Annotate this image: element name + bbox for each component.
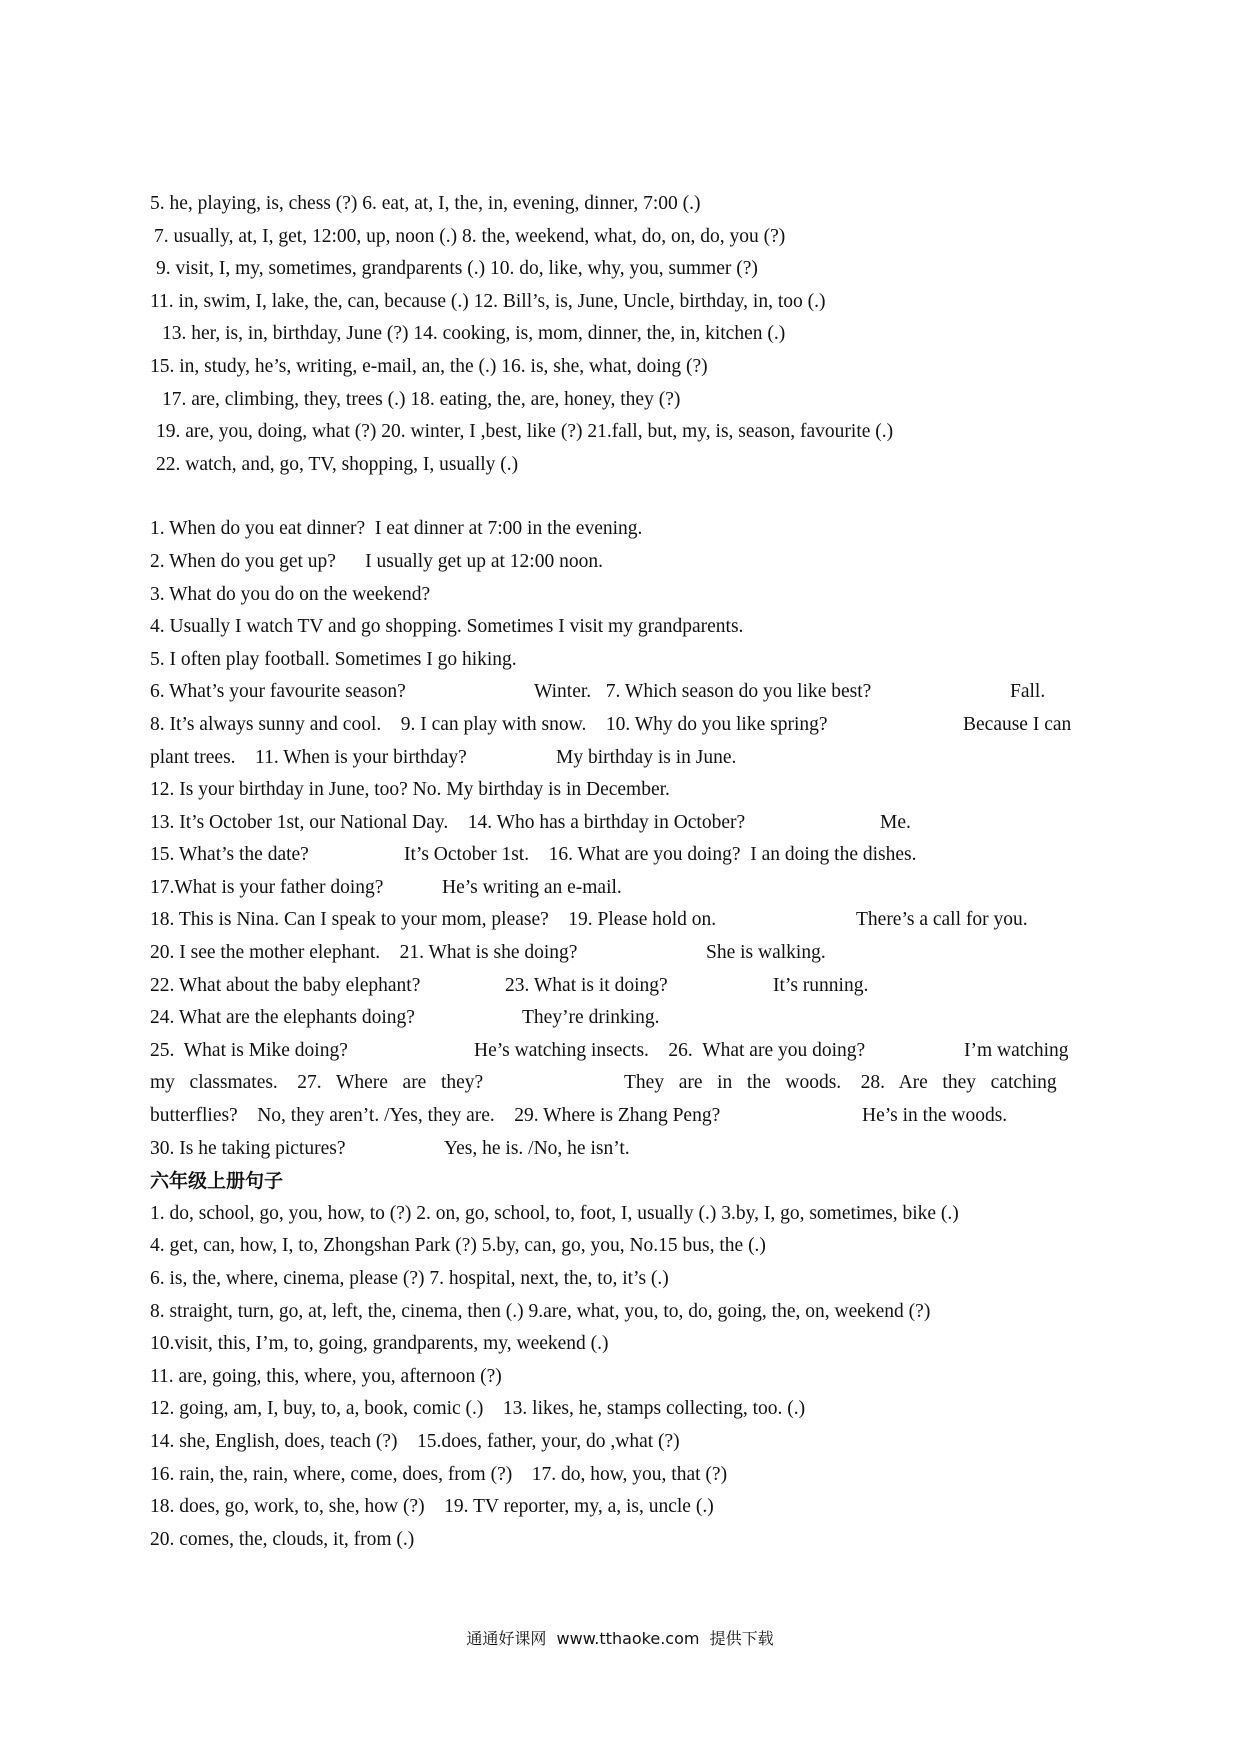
text-segment: My birthday is in June. [556,746,737,768]
text-segment: 20. I see the mother elephant. 21. What is she doing? [150,942,578,964]
text-segment: He’s writing an e-mail. [442,876,622,898]
text-segment: 23. What is it doing? [505,974,668,996]
text-segment: Winter. 7. Which season do you like best? [534,681,872,703]
text-segment: They are in the woods. 28. Are they catching [624,1072,1057,1094]
sentence-ordering-section-2 [150,1198,1090,1557]
text-line [150,937,1090,970]
text-segment: Yes, he is. /No, he isn’t. [444,1137,630,1159]
text-line: 4. Usually I watch TV and go shopping. Sometimes I visit my grandparents. [150,616,744,638]
text-line [150,1133,1090,1166]
text-line: 10.visit, this, I’m, to, going, grandparents, my, weekend (.) [150,1333,609,1355]
text-line: 11. in, swim, I, lake, the, can, because (.) 12. Bill’s, is, June, Uncle, birthday, in, too (.) [150,290,826,312]
text-segment: I’m watching [964,1039,1069,1061]
text-line: 3. What do you do on the weekend? [150,583,431,605]
text-segment: He’s watching insects. 26. What are you doing? [474,1039,866,1061]
text-line: 2. When do you get up? I usually get up at 12:00 noon. [150,550,603,572]
text-segment: It’s October 1st. 16. What are you doing? I an doing the dishes. [404,844,917,866]
text-segment: 8. It’s always sunny and cool. 9. I can play with snow. 10. Why do you like spring? [150,713,828,735]
text-segment: She is walking. [706,942,826,964]
text-line: 1. When do you eat dinner? I eat dinner at 7:00 in the evening. [150,518,643,540]
text-line: 17. are, climbing, they, trees (.) 18. eating, the, are, honey, they (?) [162,388,681,410]
text-segment: They’re drinking. [522,1007,660,1029]
text-line: 15. in, study, he’s, writing, e-mail, an, the (.) 16. is, she, what, doing (?) [150,355,708,377]
text-line: 6. is, the, where, cinema, please (?) 7. hospital, next, the, to, it’s (.) [150,1268,669,1289]
text-segment: It’s running. [773,974,869,996]
text-line [150,872,1090,905]
text-segment: plant trees. 11. When is your birthday? [150,746,467,768]
text-line [150,904,1090,937]
text-segment: 6. What’s your favourite season? [150,681,406,703]
text-line: 16. rain, the, rain, where, come, does, from (?) 17. do, how, you, that (?) [150,1463,728,1485]
text-line: 13. her, is, in, birthday, June (?) 14. cooking, is, mom, dinner, the, in, kitchen (.) [162,323,786,345]
text-line [150,676,1090,709]
text-segment: 15. What’s the date? [150,844,309,866]
text-line [150,839,1090,872]
text-segment: He’s in the woods. [862,1105,1008,1127]
text-line [150,807,1090,840]
text-line [150,1035,1090,1068]
text-line [150,1002,1090,1035]
text-line: 8. straight, turn, go, at, left, the, cinema, then (.) 9.are, what, you, to, do, going, the, on, weekend (?) [150,1300,931,1322]
text-line: 5. I often play football. Sometimes I go hiking. [150,648,517,670]
text-segment: Because I can [963,713,1072,735]
page-footer: 通通好课网 www.tthaoke.com 提供下载 [466,1629,774,1648]
text-line: 7. usually, at, I, get, 12:00, up, noon (.) 8. the, weekend, what, do, on, do, you (?) [154,225,786,247]
text-segment: my classmates. 27. Where are they? [150,1072,484,1094]
text-line: 19. are, you, doing, what (?) 20. winter, I ,best, like (?) 21.fall, but, my, is, season, favourite (.) [156,421,894,443]
text-line: 1. do, school, go, you, how, to (?) 2. on, go, school, to, foot, I, usually (.) 3.by, I, go, sometimes, bike (.) [150,1202,959,1224]
text-segment: 13. It’s October 1st, our National Day. 14. Who has a birthday in October? [150,811,746,833]
text-line: 18. does, go, work, to, she, how (?) 19. TV reporter, my, a, is, uncle (.) [150,1496,714,1518]
text-line: 9. visit, I, my, sometimes, grandparents (.) 10. do, like, why, you, summer (?) [156,258,758,280]
text-line: 12. Is your birthday in June, too? No. My birthday is in December. [150,779,670,801]
text-line [150,970,1090,1003]
text-line [150,1100,1090,1133]
text-segment: butterflies? No, they aren’t. /Yes, they are. 29. Where is Zhang Peng? [150,1105,721,1127]
text-segment: Fall. [1010,681,1046,703]
text-segment: Me. [880,811,911,833]
sentence-ordering-section-1 [150,188,1090,481]
text-line: 20. comes, the, clouds, it, from (.) [150,1528,415,1550]
text-line: 14. she, English, does, teach (?) 15.does, father, your, do ,what (?) [150,1430,680,1452]
text-line [150,742,1090,775]
dialogue-section [150,513,1090,1165]
text-segment: 18. This is Nina. Can I speak to your mom, please? 19. Please hold on. [150,909,717,931]
text-segment: 22. What about the baby elephant? [150,974,421,996]
text-line: 4. get, can, how, I, to, Zhongshan Park (?) 5.by, can, go, you, No.15 bus, the (.) [150,1235,766,1257]
text-line [150,709,1090,742]
text-segment: 17.What is your father doing? [150,876,384,898]
text-line: 22. watch, and, go, TV, shopping, I, usually (.) [156,453,519,475]
text-line [150,1067,1090,1100]
text-line: 5. he, playing, is, chess (?) 6. eat, at, I, the, in, evening, dinner, 7:00 (.) [150,193,701,214]
text-line: 12. going, am, I, buy, to, a, book, comic (.) 13. likes, he, stamps collecting, too. (.) [150,1398,806,1420]
text-segment: There’s a call for you. [856,909,1028,931]
text-segment: 30. Is he taking pictures? [150,1137,346,1159]
text-line: 11. are, going, this, where, you, afternoon (?) [150,1365,502,1387]
document-body [150,188,1090,1556]
text-segment: 24. What are the elephants doing? [150,1007,415,1029]
section-heading: 六年级上册句子 [150,1170,284,1193]
text-segment: 25. What is Mike doing? [150,1039,348,1061]
